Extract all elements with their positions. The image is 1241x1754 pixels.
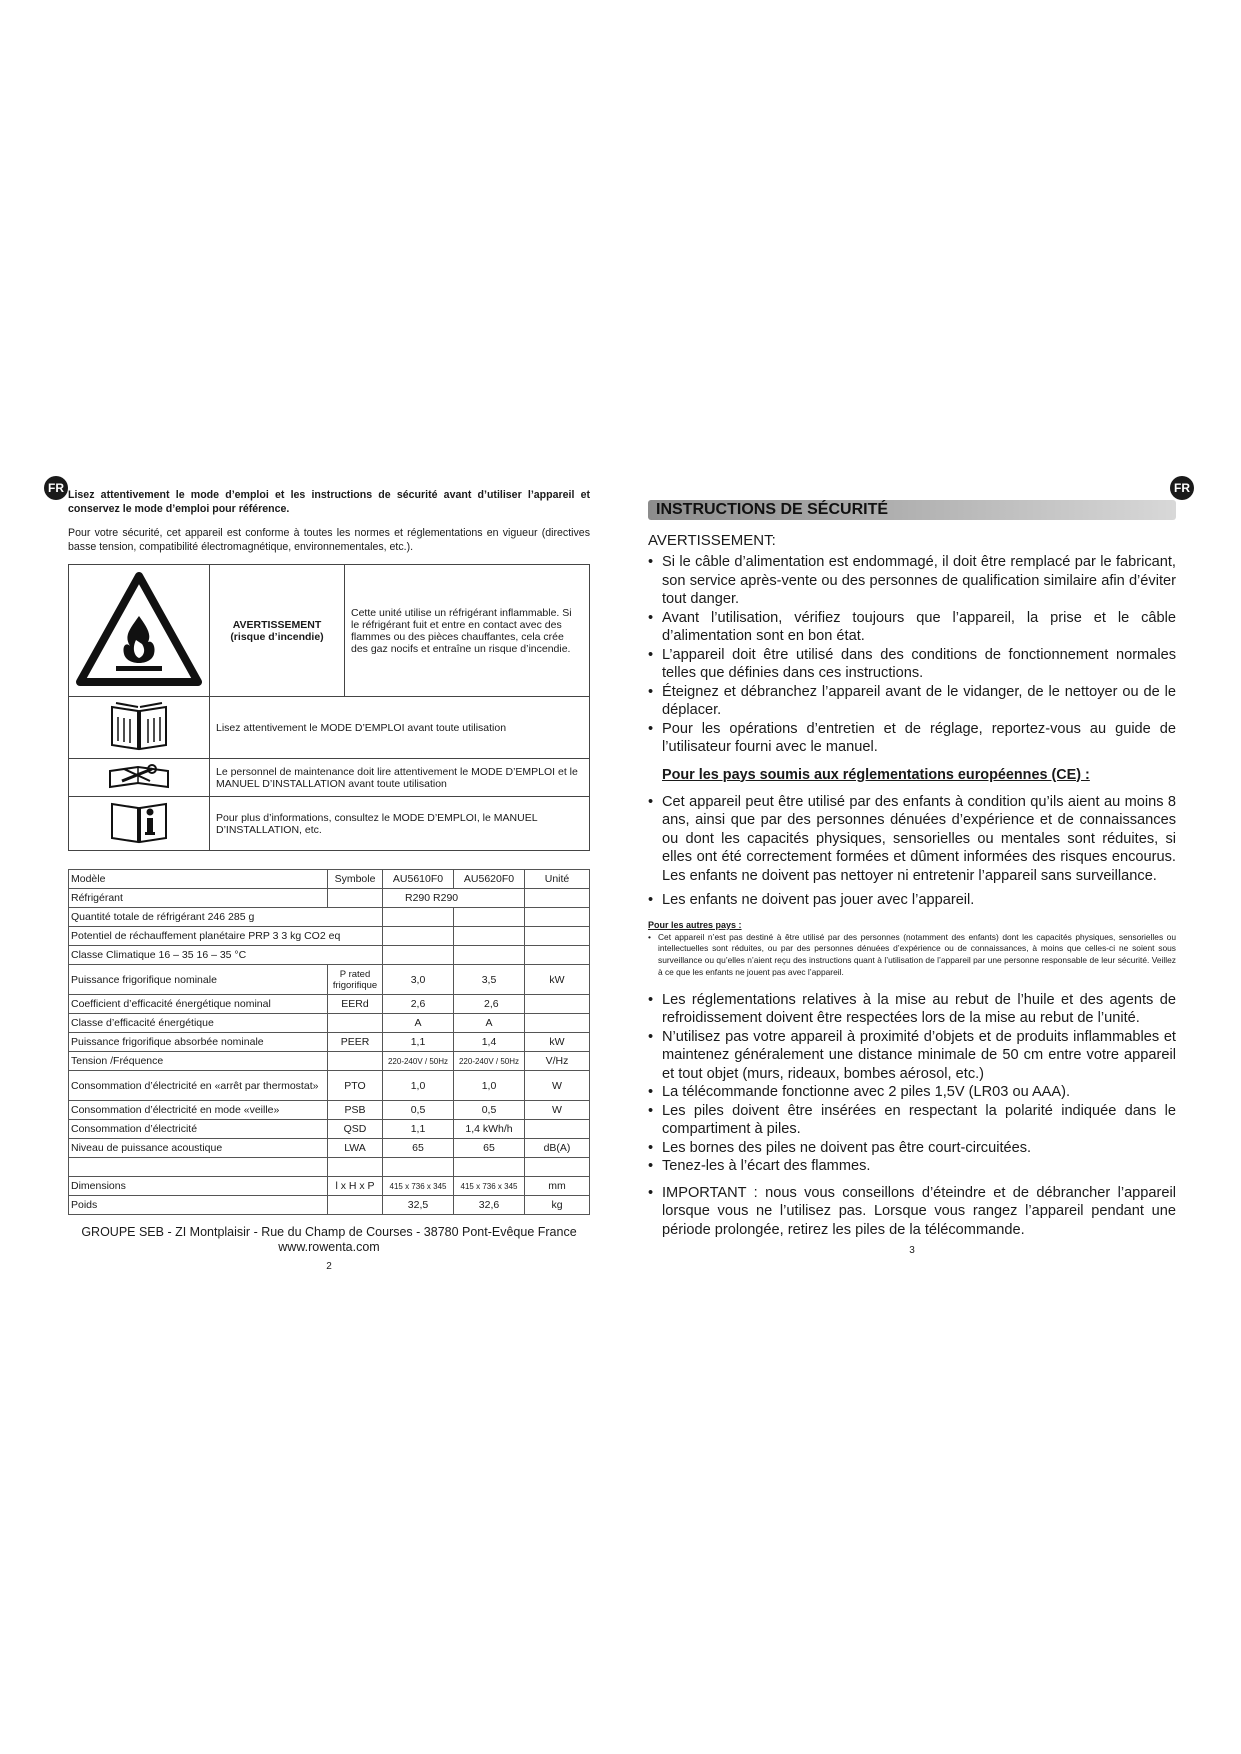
spec-row (69, 1139, 590, 1158)
spec-symbol: PEER (328, 1033, 383, 1052)
spec-value: 3,5 (454, 965, 525, 995)
spec-value: 415 x 736 x 345 (383, 1177, 454, 1196)
spec-row (69, 995, 590, 1014)
spec-unit: mm (525, 1177, 590, 1196)
spec-row (69, 1071, 590, 1101)
spec-unit: W (525, 1071, 590, 1101)
spec-header-cell: AU5620F0 (454, 870, 525, 889)
list-item: • Cet appareil peut être utilisé par des enfants à condition qu’ils aient au moins 8 ans, ainsi que par des personnes dénuées d’expérience et de connaissances ou dont les capacités physiques, sensorielles ou mentales sont réduites, si elles ont été correctement formées et dûment informées des risques encourus. Les enfants ne doivent pas nettoyer ni entretenir l’appareil sans surveillance. (648, 793, 1176, 886)
spec-row (69, 1120, 590, 1139)
list-item: • Tenez-les à l’écart des flammes. (648, 1157, 1176, 1176)
spec-value: 1,4 kWh/h (454, 1120, 525, 1139)
spec-row (69, 889, 590, 908)
spec-row (69, 908, 590, 927)
important-list (648, 1184, 1176, 1240)
spec-label: Puissance frigorifique nominale (69, 965, 328, 995)
spec-row (69, 965, 590, 995)
spec-label: Classe Climatique 16 – 35 16 – 35 °C (69, 946, 383, 965)
left-page (68, 488, 590, 1272)
spec-row (69, 927, 590, 946)
spec-label: Potentiel de réchauffement planétaire PRP 3 3 kg CO2 eq (69, 927, 383, 946)
warning-label: AVERTISSEMENT: (648, 532, 776, 549)
spec-header-cell: Unité (525, 870, 590, 889)
manual-text: Lisez attentivement le MODE D’EMPLOI avant toute utilisation (210, 697, 590, 759)
spec-unit: dB(A) (525, 1139, 590, 1158)
spec-row (69, 1014, 590, 1033)
spec-label: Niveau de puissance acoustique (69, 1139, 328, 1158)
spec-value: 220-240V / 50Hz (383, 1052, 454, 1071)
spec-value: R290 R290 (383, 889, 525, 908)
list-item: • Les réglementations relatives à la mise au rebut de l’huile et des agents de refroidissement doivent être respectées lors de la mise au rebut de l’unité. (648, 991, 1176, 1028)
spec-label: Réfrigérant (69, 889, 328, 908)
spec-unit: kW (525, 1033, 590, 1052)
spec-unit (525, 1120, 590, 1139)
spec-unit (525, 1014, 590, 1033)
spec-unit: V/Hz (525, 1052, 590, 1071)
spec-label: Classe d’efficacité énergétique (69, 1014, 328, 1033)
footer-address: GROUPE SEB - ZI Montplaisir - Rue du Champ de Courses - 38780 Pont-Evêque France (81, 1225, 577, 1239)
safety-list (648, 991, 1176, 1176)
spec-row-empty (69, 1158, 590, 1177)
spec-label: Dimensions (69, 1177, 328, 1196)
list-item: • N’utilisez pas votre appareil à proximité d’objets et de produits inflammables et maintenez généralement une distance minimale de 50 cm entre votre appareil et tout objet (murs, rideaux, bombes aérosol, etc.) (648, 1028, 1176, 1084)
spec-symbol: EERd (328, 995, 383, 1014)
spec-label: Consommation d’électricité en «arrêt par thermostat» (69, 1071, 328, 1101)
info-book-icon (69, 797, 210, 851)
spec-value: 1,1 (383, 1120, 454, 1139)
spec-value: 65 (454, 1139, 525, 1158)
spec-value: 415 x 736 x 345 (454, 1177, 525, 1196)
fr-badge-right: FR (1170, 476, 1194, 500)
spec-row (69, 1196, 590, 1215)
spec-symbol: QSD (328, 1120, 383, 1139)
others-heading: Pour les autres pays : (648, 919, 742, 930)
spec-label: Coefficient d’efficacité énergétique nominal (69, 995, 328, 1014)
spec-value: 1,0 (454, 1071, 525, 1101)
warning-list (648, 553, 1176, 757)
spec-row (69, 1052, 590, 1071)
list-item: • Éteignez et débranchez l’appareil avant de le vidanger, de le nettoyer ou de le déplacer. (648, 683, 1176, 720)
ce-heading: Pour les pays soumis aux réglementations européennes (CE) : (662, 766, 1090, 783)
spec-symbol: PTO (328, 1071, 383, 1101)
list-item: • L’appareil doit être utilisé dans des conditions de fonctionnement normales telles que définies dans ces instructions. (648, 646, 1176, 683)
list-item: • Si le câble d’alimentation est endommagé, il doit être remplacé par le fabricant, son service après-vente ou des personnes de qualification similaire afin d’éviter tout danger. (648, 553, 1176, 609)
spec-symbol: l x H x P (328, 1177, 383, 1196)
ce-list (648, 793, 1176, 910)
spec-symbol (328, 1196, 383, 1215)
warning-text: Cette unité utilise un réfrigérant inflammable. Si le réfrigérant fuit et entre en contact avec des flammes ou des pièces chauffantes, cela crée des gaz nocifs et entraîne un risque d’incendie. (345, 565, 590, 697)
spec-header-cell: AU5610F0 (383, 870, 454, 889)
spec-value: 0,5 (383, 1101, 454, 1120)
others-list (648, 932, 1176, 979)
right-page (648, 500, 1176, 1256)
spec-label: Consommation d’électricité en mode «veille» (69, 1101, 328, 1120)
spec-label: Poids (69, 1196, 328, 1215)
spec-value: A (454, 1014, 525, 1033)
spec-value: 32,5 (383, 1196, 454, 1215)
spec-value: 65 (383, 1139, 454, 1158)
spec-value: 2,6 (383, 995, 454, 1014)
section-title: INSTRUCTIONS DE SÉCURITÉ (648, 500, 1176, 520)
spec-unit: W (525, 1101, 590, 1120)
spec-symbol (328, 1052, 383, 1071)
service-wrench-icon (69, 759, 210, 797)
spec-row (69, 946, 590, 965)
spec-table (68, 869, 590, 1215)
list-item: • La télécommande fonctionne avec 2 piles 1,5V (LR03 ou AAA). (648, 1083, 1176, 1102)
spec-unit: kg (525, 1196, 590, 1215)
spec-label: Tension /Fréquence (69, 1052, 328, 1071)
spec-value: 1,1 (383, 1033, 454, 1052)
spec-header-cell: Symbole (328, 870, 383, 889)
spec-value: 2,6 (454, 995, 525, 1014)
list-item: • Cet appareil n’est pas destiné à être utilisé par des personnes (notamment des enfants) dont les capacités physiques, sensorielles ou intellectuelles sont réduites, ou par des personnes dénuées d’expérience ou de connaissances, à moins que celles-ci ne soient sous surveillance ou qu’elles n’aient reçu des instructions quant à l’utilisation de l’appareil par une personne responsable de leur sécurité. Veillez à ce que les enfants ne jouent pas avec l’appareil. (648, 932, 1176, 979)
spec-value: 0,5 (454, 1101, 525, 1120)
fr-badge-left: FR (44, 476, 68, 500)
spec-value: 1,4 (454, 1033, 525, 1052)
footer-website: www.rowenta.com (278, 1240, 380, 1254)
intro-bold-text: Lisez attentivement le mode d’emploi et les instructions de sécurité avant d’utiliser l’appareil et conservez le mode d’emploi pour référence. (68, 489, 590, 515)
spec-symbol (328, 1014, 383, 1033)
spec-value: 1,0 (383, 1071, 454, 1101)
manual-book-icon (69, 697, 210, 759)
spec-header-cell: Modèle (69, 870, 328, 889)
spec-unit (525, 995, 590, 1014)
spec-header-row (69, 870, 590, 889)
spec-symbol: PSB (328, 1101, 383, 1120)
spec-label: Puissance frigorifique absorbée nominale (69, 1033, 328, 1052)
spec-row (69, 1177, 590, 1196)
list-item: • Pour les opérations d’entretien et de réglage, reportez-vous au guide de l’utilisateur fourni avec le manuel. (648, 720, 1176, 757)
spec-value: 32,6 (454, 1196, 525, 1215)
spec-label: Quantité totale de réfrigérant 246 285 g (69, 908, 383, 927)
spec-value: 220-240V / 50Hz (454, 1052, 525, 1071)
warning-subheading: (risque d’incendie) (230, 630, 324, 643)
spec-symbol: P rated frigorifique (328, 965, 383, 995)
spec-unit: kW (525, 965, 590, 995)
list-item: • Les piles doivent être insérées en respectant la polarité indiquée dans le compartiment à piles. (648, 1102, 1176, 1139)
warning-heading: AVERTISSEMENT (232, 618, 322, 631)
spec-symbol: LWA (328, 1139, 383, 1158)
info-text: Pour plus d’informations, consultez le MODE D’EMPLOI, le MANUEL D’INSTALLATION, etc. (210, 797, 590, 851)
page-number-right: 3 (909, 1245, 915, 1257)
spec-row (69, 1101, 590, 1120)
spec-label: Consommation d’électricité (69, 1120, 328, 1139)
spec-value: 3,0 (383, 965, 454, 995)
list-item: • Les enfants ne doivent pas jouer avec l’appareil. (648, 891, 1176, 910)
service-text: Le personnel de maintenance doit lire attentivement le MODE D’EMPLOI et le MANUEL D’INSTALLATION avant toute utilisation (210, 759, 590, 797)
important-note: • IMPORTANT : nous vous conseillons d’éteindre et de débrancher l’appareil lorsque vous ne l’utilisez pas. Lorsque vous rangez l’appareil pendant une période prolongée, retirez les piles de la télécommande. (648, 1184, 1176, 1240)
intro-text: Pour votre sécurité, cet appareil est conforme à toutes les normes et réglementations en vigueur (directives basse tension, compatibilité électromagnétique, environnementales, etc.). (68, 527, 590, 553)
spec-value: A (383, 1014, 454, 1033)
page-number-left: 2 (326, 1261, 332, 1272)
list-item: • Les bornes des piles ne doivent pas être court-circuitées. (648, 1139, 1176, 1158)
warning-table (68, 564, 590, 851)
spec-row (69, 1033, 590, 1052)
list-item: • Avant l’utilisation, vérifiez toujours que l’appareil, la prise et le câble d’alimentation sont en bon état. (648, 609, 1176, 646)
fire-warning-icon (69, 565, 210, 697)
